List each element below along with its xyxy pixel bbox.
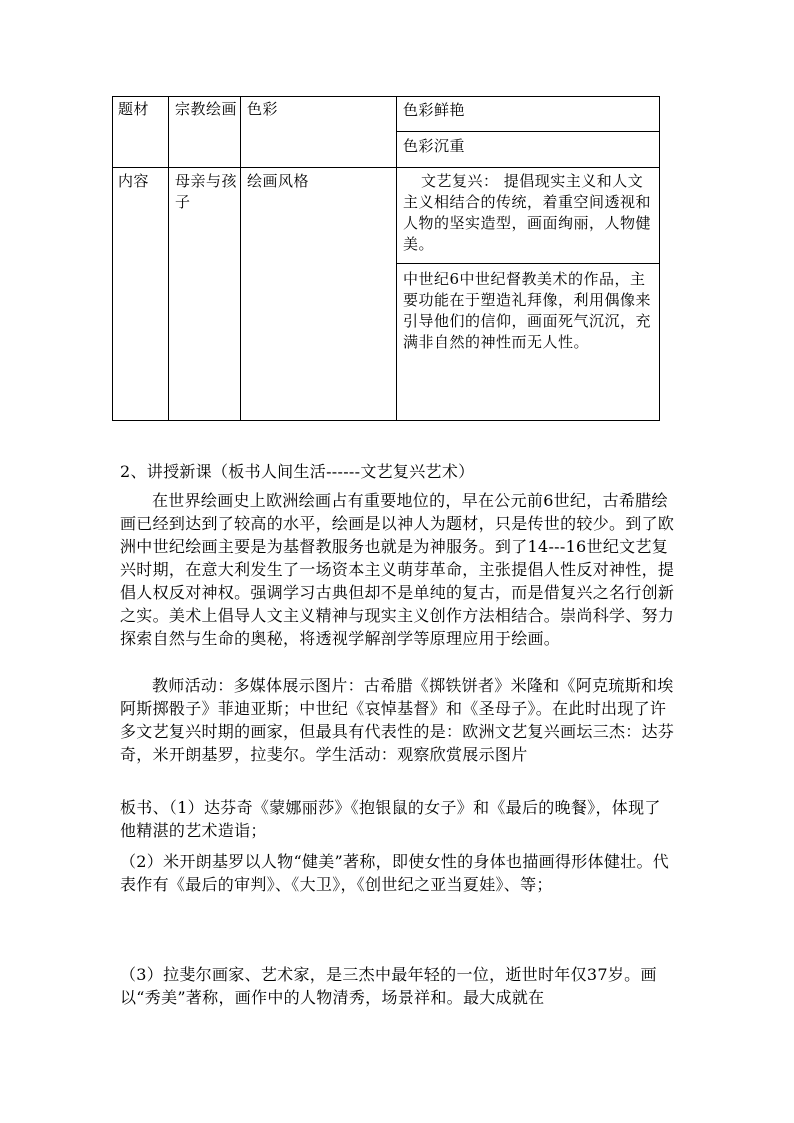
row1-attribute: 色彩: [247, 100, 279, 118]
comparison-table: [112, 96, 660, 421]
table-border-top: [112, 96, 660, 97]
table-subrow-divider-2: [396, 263, 660, 264]
row1-value: 宗教绘画: [175, 100, 238, 118]
medieval-style-text: 中世纪6中世纪督教美术的作品，主要功能在于塑造礼拜像，利用偶像来引导他们的信仰，画面死气沉沉，充满非自然的神性而无人性。: [403, 270, 652, 351]
table-border-right: [659, 96, 660, 421]
intro-paragraph: 在世界绘画史上欧洲绘画占有重要地位的，早在公元前6世纪，古希腊绘画已经到达到了较高的水平，绘画是以神人为题材，只是传世的较少。到了欧洲中世纪绘画主要是为基督教服务也就是为神服务。到了14---16世纪文艺复兴时期，在意大利发生了一场资本主义萌芽革命，主张提倡人性反对神性，提倡人权反对神权。强调学习古典但却不是单纯的复古，而是借复兴之名行创新之实。美术上倡导人文主义精神与现实主义创作方法相结合。崇尚科学、努力探索自然与生命的奥秘，将透视学解剖学等原理应用于绘画。: [120, 491, 675, 648]
board-item-2: （2）米开朗基罗以人物“健美”著称，即使女性的身体也描画得形体健壮。代表作有《最后的审判》、《大卫》，《创世纪之亚当夏娃》、等；: [120, 852, 670, 894]
row2-attribute: 绘画风格: [247, 172, 310, 190]
table-row-divider: [112, 167, 660, 168]
table-border-left: [112, 96, 113, 421]
color-option-bright: 色彩鲜艳: [403, 101, 466, 119]
row2-value: 母亲与孩子: [175, 172, 238, 211]
table-col-divider-3: [396, 96, 397, 421]
renaissance-style-text: 文艺复兴： 提倡现实主义和人文主义相结合的传统，着重空间透视和人物的坚实造型，画面绚丽，人物健美。: [403, 172, 652, 253]
board-item-1: 板书、（1）达芬奇《蒙娜丽莎》《抱银鼠的女子》和《最后的晚餐》，体现了他精湛的艺术造诣；: [120, 798, 661, 840]
table-col-divider-2: [240, 96, 241, 421]
row2-label: 内容: [118, 172, 150, 190]
table-border-bottom: [112, 420, 660, 421]
board-item-3: （3）拉斐尔画家、艺术家，是三杰中最年轻的一位，逝世时年仅37岁。画以“秀美”著称，画作中的人物清秀，场景祥和。最大成就在: [120, 965, 657, 1007]
row1-label: 题材: [118, 100, 150, 118]
section-heading: 2、讲授新课（板书人间生活------文艺复兴艺术）: [120, 462, 475, 481]
table-subrow-divider-1: [396, 131, 660, 132]
table-col-divider-1: [168, 96, 169, 421]
color-option-heavy: 色彩沉重: [403, 137, 466, 155]
activity-paragraph: 教师活动：多媒体展示图片：古希腊《掷铁饼者》米隆和《阿克琉斯和埃阿斯掷骰子》菲迪亚斯；中世纪《哀悼基督》和《圣母子》。在此时出现了许多文艺复兴时期的画家，但最具有代表性的是：欧洲文艺复兴画坛三杰：达芬奇，米开朗基罗，拉斐尔。学生活动：观察欣赏展示图片: [120, 676, 675, 764]
